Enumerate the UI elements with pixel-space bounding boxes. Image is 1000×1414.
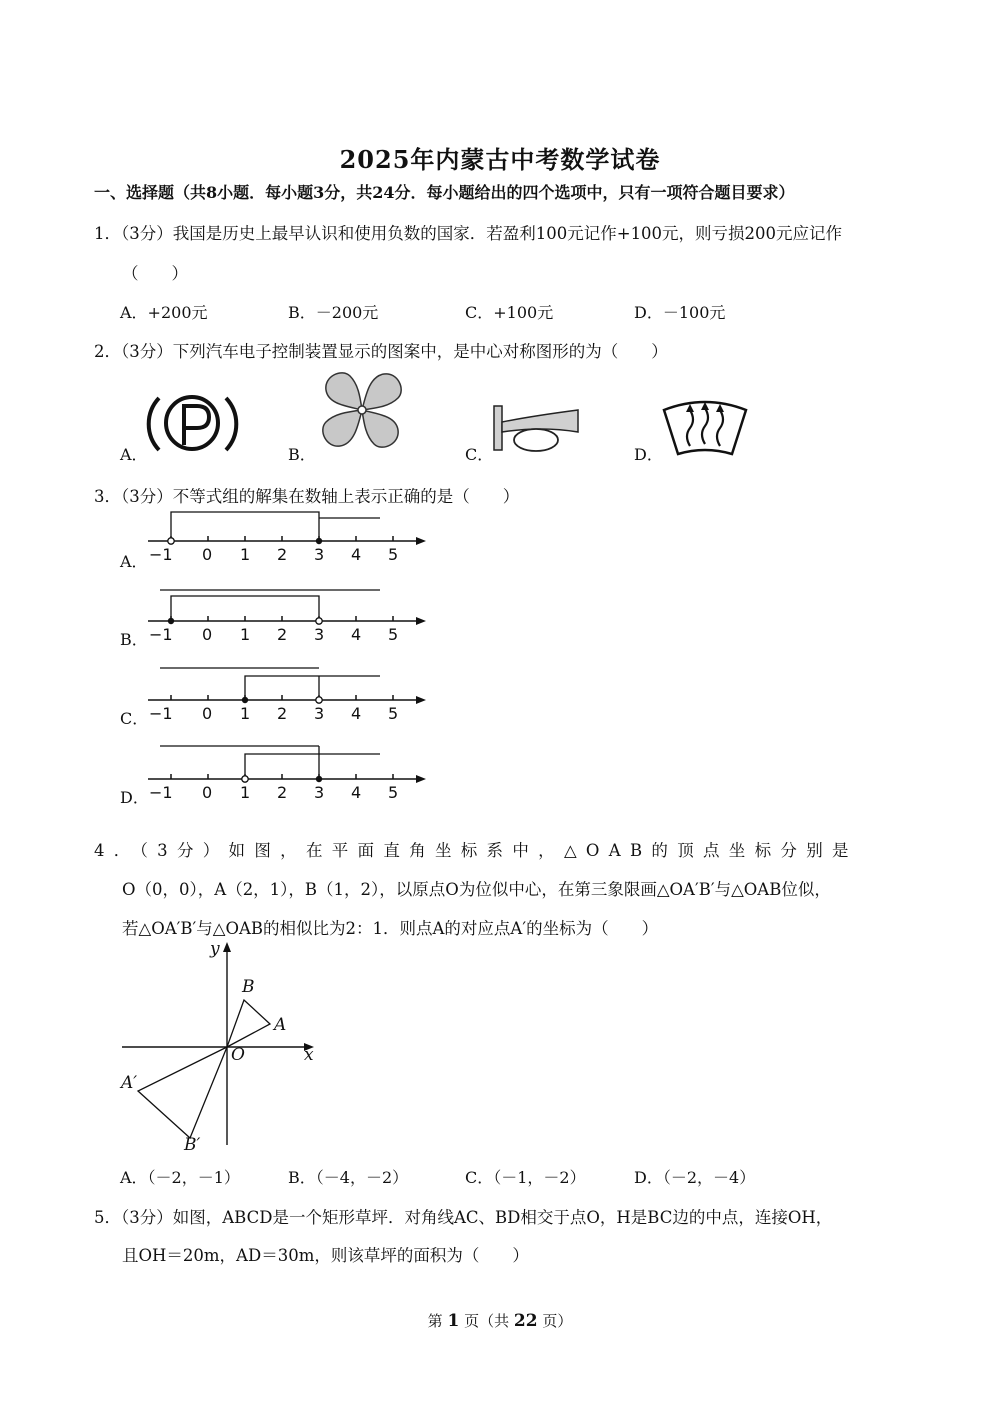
q3a-tick: −1 [149, 545, 173, 564]
q1-blank: （ ） [122, 264, 188, 283]
q3d-tick: 3 [314, 783, 325, 802]
q4-o-label: O [231, 1045, 245, 1065]
q4-stem-line2: O（0，0），A（2，1），B（1，2），以原点O为位似中心，在第三象限画△OA′B′与△OAB位似， [122, 880, 831, 899]
q3b-tick: −1 [149, 625, 173, 644]
q4-option-c: C．（－1，－2） [465, 1168, 586, 1187]
q3a-tick: 3 [314, 545, 325, 564]
page-title: 2025年内蒙古中考数学试卷 [339, 145, 661, 174]
horn-icon [492, 402, 582, 460]
q3d-tick: 2 [277, 783, 288, 802]
q3b-tick: 1 [240, 625, 251, 644]
q2-stem: 2．（3分）下列汽车电子控制装置显示的图案中，是中心对称图形的为（ ） [94, 342, 668, 361]
q3a-tick: 2 [277, 545, 288, 564]
q4-stem-line1: 4．（3分）如图，在平面直角坐标系中，△OAB的顶点坐标分别是 [94, 841, 858, 860]
q1-stem: 1．（3分）我国是历史上最早认识和使用负数的国家．若盈利100元记作+100元，则亏损200元应记作 [94, 224, 843, 243]
q3-stem: 3．（3分）不等式组的解集在数轴上表示正确的是（ ） [94, 487, 520, 506]
q3c-tick: 1 [240, 704, 251, 723]
q3b-tick: 3 [314, 625, 325, 644]
q3-label-b: B． [120, 630, 148, 649]
q3d-tick: −1 [149, 783, 173, 802]
q3c-tick: 5 [388, 704, 399, 723]
q4-option-b: B．（－4，－2） [288, 1168, 409, 1187]
q3a-tick: 0 [202, 545, 213, 564]
q3-label-d: D． [120, 788, 149, 807]
q3b-tick: 4 [351, 625, 362, 644]
q4-x-label: x [304, 1045, 314, 1065]
parking-brake-icon [145, 388, 240, 458]
q4-a-label: A [274, 1015, 287, 1035]
footer-prefix: 第 [427, 1312, 443, 1330]
q3c-tick: 4 [351, 704, 362, 723]
q4-a-prime-label: A′ [121, 1073, 138, 1093]
q4-b-prime-label: B′ [184, 1135, 201, 1155]
q3b-tick: 5 [388, 625, 399, 644]
q5-stem-line2: 且OH＝20m，AD＝30m，则该草坪的面积为（ ） [122, 1246, 529, 1265]
footer-page-number: 1 [447, 1311, 460, 1331]
q4-y-label: y [210, 939, 220, 959]
q2-label-a: A． [120, 445, 148, 464]
q3a-tick: 4 [351, 545, 362, 564]
windshield-defrost-icon [660, 398, 750, 460]
q3d-tick: 5 [388, 783, 399, 802]
footer-total-pages: 22 [513, 1311, 538, 1331]
q1-option-d: D．－100元 [634, 303, 726, 322]
q1-option-a: A．+200元 [120, 303, 208, 322]
q2-label-c: C． [465, 445, 494, 464]
page-footer [0, 1310, 1000, 1331]
q3d-tick: 0 [202, 783, 213, 802]
section-heading: 一、选择题（共8小题．每小题3分，共24分．每小题给出的四个选项中，只有一项符合题目要求） [94, 183, 795, 202]
footer-suffix: 页） [542, 1312, 573, 1330]
footer-middle: 页（共 [464, 1312, 510, 1330]
q3-label-a: A． [120, 552, 148, 571]
q4-b-label: B [242, 977, 255, 997]
q4-option-d: D．（－2，－4） [634, 1168, 756, 1187]
q3c-tick: 0 [202, 704, 213, 723]
q3c-tick: −1 [149, 704, 173, 723]
q2-label-b: B． [288, 445, 316, 464]
q4-stem-line3: 若△OA′B′与△OAB的相似比为2：1．则点A的对应点A′的坐标为（ ） [122, 919, 659, 938]
q2-label-d: D． [634, 445, 663, 464]
q3b-tick: 2 [277, 625, 288, 644]
q3c-tick: 2 [277, 704, 288, 723]
q3d-tick: 4 [351, 783, 362, 802]
q3a-tick: 1 [240, 545, 251, 564]
q3b-tick: 0 [202, 625, 213, 644]
q4-coordinate-figure [118, 940, 328, 1155]
q3d-tick: 1 [240, 783, 251, 802]
q4-option-a: A．（－2，－1） [120, 1168, 240, 1187]
q3-label-c: C． [120, 709, 149, 728]
q3c-tick: 3 [314, 704, 325, 723]
q1-option-b: B．－200元 [288, 303, 379, 322]
q1-option-c: C．+100元 [465, 303, 554, 322]
q5-stem-line1: 5．（3分）如图，ABCD是一个矩形草坪．对角线AC、BD相交于点O，H是BC边的中点，连接OH， [94, 1208, 833, 1227]
fan-icon [316, 366, 408, 456]
q3a-tick: 5 [388, 545, 399, 564]
